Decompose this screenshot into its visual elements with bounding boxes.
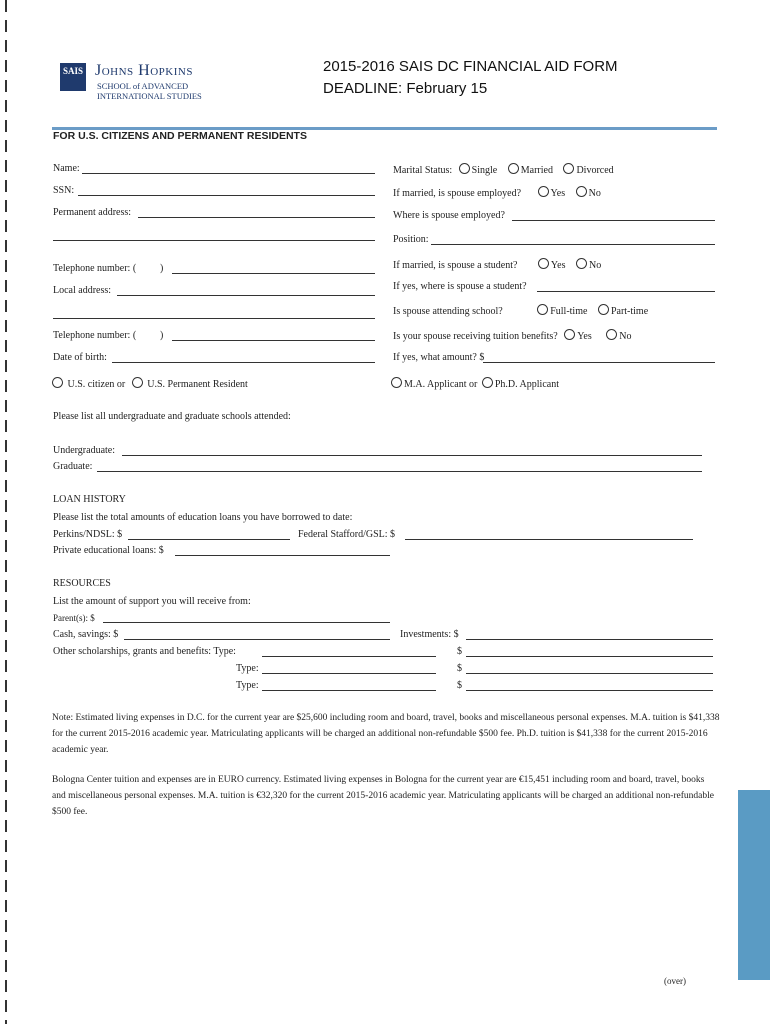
part-time-label: Part-time <box>610 306 649 317</box>
other-type-field-3[interactable] <box>262 690 436 691</box>
perkins-label: Perkins/NDSL: $ <box>53 529 123 540</box>
graduate-field[interactable] <box>97 471 702 472</box>
telephone-2-label: Telephone number: ( <box>53 330 137 341</box>
over-label: (over) <box>664 976 686 986</box>
phd-applicant-label: Ph.D. Applicant <box>494 379 559 390</box>
employed-no-radio[interactable] <box>576 186 587 197</box>
logo-name: Johns Hopkins <box>95 62 193 79</box>
student-yes-radio[interactable] <box>538 258 549 269</box>
parents-field[interactable] <box>103 622 390 623</box>
permanent-resident-label: U.S. Permanent Resident <box>147 379 248 390</box>
where-student-field[interactable] <box>537 291 715 292</box>
loan-history-prompt: Please list the total amounts of education loans you have borrowed to date: <box>53 512 353 523</box>
ma-applicant-radio[interactable] <box>391 377 402 388</box>
resources-heading: RESOURCES <box>53 578 111 589</box>
position-label: Position: <box>393 234 429 245</box>
divorced-radio[interactable] <box>563 163 574 174</box>
other-dollar-2: $ <box>457 663 462 674</box>
employed-no-label: No <box>588 188 601 199</box>
employed-yes-radio[interactable] <box>538 186 549 197</box>
stafford-field[interactable] <box>405 539 693 540</box>
undergraduate-field[interactable] <box>122 455 702 456</box>
dob-label: Date of birth: <box>53 352 107 363</box>
what-amount-field[interactable] <box>483 362 715 363</box>
dob-field[interactable] <box>112 362 375 363</box>
spouse-employed-row <box>393 186 601 199</box>
local-address-label: Local address: <box>53 285 112 296</box>
dashed-cut-line <box>5 0 7 1024</box>
name-label: Name: <box>53 163 80 174</box>
section-heading: FOR U.S. CITIZENS AND PERMANENT RESIDENTS <box>53 130 307 142</box>
investments-label: Investments: $ <box>400 629 459 640</box>
side-tab <box>738 790 770 980</box>
ma-applicant-label: M.A. Applicant or <box>404 379 478 390</box>
loan-history-heading: LOAN HISTORY <box>53 494 126 505</box>
logo-subline-2: INTERNATIONAL STUDIES <box>97 91 202 101</box>
schools-prompt: Please list all undergraduate and graduate schools attended: <box>53 411 291 422</box>
other-amount-field-2[interactable] <box>466 673 713 674</box>
logo-subline-1: SCHOOL of ADVANCED <box>97 81 189 91</box>
cash-savings-field[interactable] <box>124 639 390 640</box>
single-radio[interactable] <box>459 163 470 174</box>
private-loans-field[interactable] <box>175 555 390 556</box>
where-student-label: If yes, where is spouse a student? <box>393 281 527 292</box>
ssn-label: SSN: <box>53 185 75 196</box>
applicant-row <box>391 377 559 390</box>
married-label: Married <box>520 165 553 176</box>
spouse-student-row <box>393 258 601 271</box>
other-dollar-1: $ <box>457 646 462 657</box>
telephone-field[interactable] <box>172 273 375 274</box>
graduate-label: Graduate: <box>53 461 93 472</box>
tuition-benefits-label: Is your spouse receiving tuition benefits? <box>393 331 558 342</box>
benefits-yes-label: Yes <box>577 331 592 342</box>
divorced-label: Divorced <box>576 165 614 176</box>
telephone-2-field[interactable] <box>172 340 375 341</box>
benefits-no-label: No <box>619 331 632 342</box>
ssn-field[interactable] <box>78 195 375 196</box>
married-radio[interactable] <box>508 163 519 174</box>
full-time-radio[interactable] <box>537 304 548 315</box>
spouse-student-label: If married, is spouse a student? <box>393 260 518 271</box>
attending-label: Is spouse attending school? <box>393 306 503 317</box>
perkins-field[interactable] <box>128 539 290 540</box>
us-citizen-radio[interactable] <box>52 377 63 388</box>
form-title: 2015-2016 SAIS DC FINANCIAL AID FORM <box>323 58 618 75</box>
dc-expenses-note: Note: Estimated living expenses in D.C. for the current year are $25,600 including room and board, travel, books and miscellaneous personal expenses. M.A. tuition is $41,338 for the current 2015-2016 academic year. Matriculating applicants will be charged an additional non-refundable $500 fee. Ph.D. tuition is $41,338 for the current 2015-2016 academic year. <box>52 713 720 755</box>
spouse-employed-label: If married, is spouse employed? <box>393 188 522 199</box>
phd-applicant-radio[interactable] <box>482 377 493 388</box>
type-label-2: Type: <box>236 663 259 674</box>
what-amount-label: If yes, what amount? $ <box>393 352 485 363</box>
attending-row <box>393 304 648 317</box>
us-citizen-label: U.S. citizen or <box>67 379 126 390</box>
marital-status-row <box>393 163 614 176</box>
parents-label: Parent(s): $ <box>53 613 95 623</box>
other-dollar-3: $ <box>457 680 462 691</box>
private-loans-label: Private educational loans: $ <box>53 545 164 556</box>
permanent-resident-radio[interactable] <box>132 377 143 388</box>
form-deadline: DEADLINE: February 15 <box>323 80 488 97</box>
permanent-address-label: Permanent address: <box>53 207 132 218</box>
employed-yes-label: Yes <box>550 188 566 199</box>
marital-status-label: Marital Status: <box>393 165 453 176</box>
telephone-paren: ) <box>160 263 164 274</box>
telephone-2-paren: ) <box>160 330 164 341</box>
benefits-no-radio[interactable] <box>606 329 617 340</box>
student-no-label: No <box>588 260 602 271</box>
type-label-3: Type: <box>236 680 259 691</box>
citizenship-row <box>52 377 248 390</box>
permanent-address-field-2[interactable] <box>53 240 375 241</box>
other-amount-field-3[interactable] <box>466 690 713 691</box>
investments-field[interactable] <box>466 639 713 640</box>
part-time-radio[interactable] <box>598 304 609 315</box>
sais-logo-mark: SAIS <box>60 63 86 91</box>
full-time-label: Full-time <box>550 306 588 317</box>
bologna-expenses-note: Bologna Center tuition and expenses are in EURO currency. Estimated living expenses in Bologna for the current year are €15,451 including room and board, travel, books and miscellaneous personal expenses. M.A. tuition is €32,320 for the current 2015-2016 academic year. Matriculating applicants will be charged an additional non-refundable $500 fee. <box>52 775 714 817</box>
local-address-field[interactable] <box>117 295 375 296</box>
stafford-label: Federal Stafford/GSL: $ <box>298 529 396 540</box>
tuition-benefits-row <box>393 329 631 342</box>
resources-prompt: List the amount of support you will receive from: <box>53 596 251 607</box>
cash-savings-label: Cash, savings: $ <box>53 629 119 640</box>
permanent-address-field[interactable] <box>138 217 375 218</box>
student-yes-label: Yes <box>550 260 566 271</box>
name-field[interactable] <box>82 173 375 174</box>
student-no-radio[interactable] <box>576 258 587 269</box>
where-employed-label: Where is spouse employed? <box>393 210 505 221</box>
where-employed-field[interactable] <box>512 220 715 221</box>
undergraduate-label: Undergraduate: <box>53 445 116 456</box>
other-scholarships-label: Other scholarships, grants and benefits: Type: <box>53 646 236 657</box>
telephone-label: Telephone number: ( <box>53 263 137 274</box>
local-address-field-2[interactable] <box>53 318 375 319</box>
other-type-field-1[interactable] <box>262 656 436 657</box>
other-type-field-2[interactable] <box>262 673 436 674</box>
position-field[interactable] <box>431 244 715 245</box>
single-label: Single <box>471 165 498 176</box>
benefits-yes-radio[interactable] <box>564 329 575 340</box>
other-amount-field-1[interactable] <box>466 656 713 657</box>
